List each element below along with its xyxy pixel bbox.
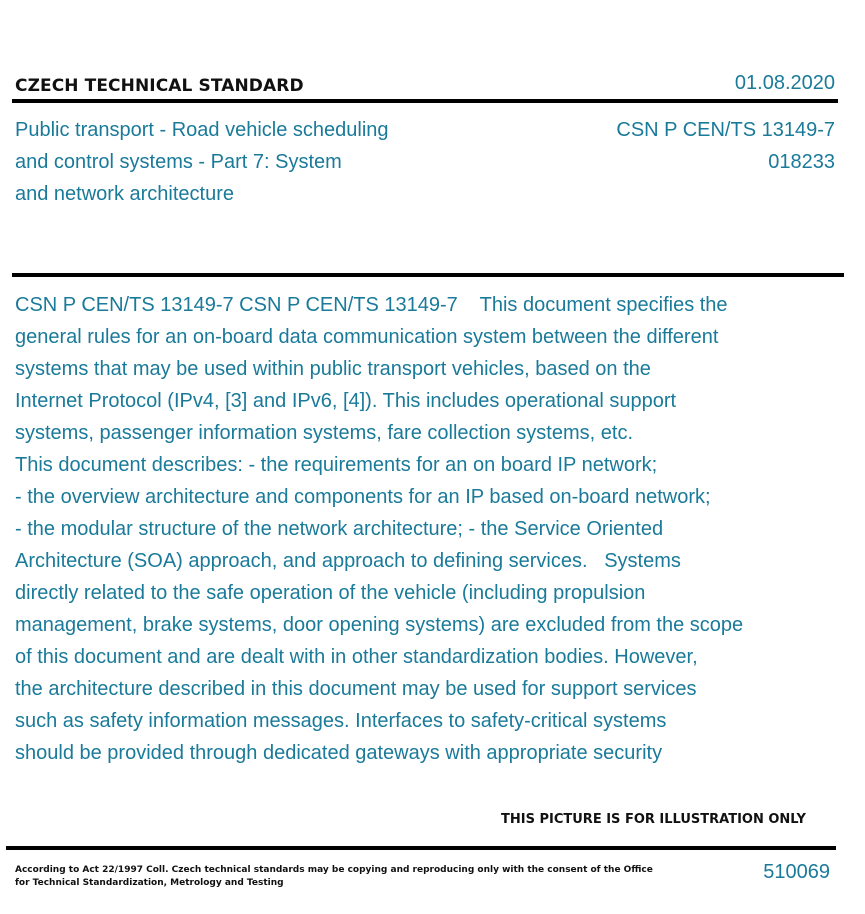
abstract-line: Internet Protocol (IPv4, [3] and IPv6, [4]). This includes operational support (15, 390, 677, 412)
abstract-line: Architecture (SOA) approach, and approach to defining services. Systems (15, 550, 681, 572)
standard-codes (616, 114, 835, 178)
header-divider (12, 99, 838, 103)
catalog-number: 018233 (768, 151, 835, 173)
title-line: and control systems - Part 7: System (15, 151, 342, 173)
abstract-line: general rules for an on-board data communication system between the different (15, 326, 719, 348)
legal-line: for Technical Standardization, Metrology and Testing (15, 878, 284, 888)
standard-code: CSN P CEN/TS 13149-7 (616, 119, 835, 141)
abstract-line: management, brake systems, door opening systems) are excluded from the scope (15, 614, 744, 636)
abstract-line: of this document and are dealt with in other standardization bodies. However, (15, 646, 698, 668)
abstract-line: This document describes: - the requirements for an on board IP network; (15, 454, 658, 476)
title-divider (12, 273, 844, 277)
abstract-line: should be provided through dedicated gateways with appropriate security (15, 742, 663, 764)
legal-line: According to Act 22/1997 Coll. Czech technical standards may be copying and reproducing only with the consent of the Office (15, 865, 653, 875)
abstract-line: - the overview architecture and components for an IP based on-board network; (15, 486, 711, 508)
title-line: Public transport - Road vehicle scheduling (15, 119, 389, 141)
abstract-line: the architecture described in this document may be used for support services (15, 678, 697, 700)
standard-type-heading: CZECH TECHNICAL STANDARD (15, 76, 304, 96)
illustration-note: THIS PICTURE IS FOR ILLUSTRATION ONLY (501, 812, 806, 827)
publication-date: 01.08.2020 (734, 72, 835, 94)
footer-divider (6, 846, 836, 850)
abstract-text (15, 289, 835, 769)
title-line: and network architecture (15, 183, 235, 205)
abstract-line: systems, passenger information systems, fare collection systems, etc. (15, 422, 633, 444)
document-number: 510069 (763, 861, 830, 883)
abstract-line: CSN P CEN/TS 13149-7 CSN P CEN/TS 13149-7 This document specifies the (15, 294, 728, 316)
abstract-line: such as safety information messages. Interfaces to safety-critical systems (15, 710, 667, 732)
abstract-line: systems that may be used within public transport vehicles, based on the (15, 358, 651, 380)
abstract-line: directly related to the safe operation of the vehicle (including propulsion (15, 582, 646, 604)
legal-notice (15, 864, 653, 890)
document-title (15, 114, 435, 210)
abstract-line: - the modular structure of the network architecture; - the Service Oriented (15, 518, 664, 540)
